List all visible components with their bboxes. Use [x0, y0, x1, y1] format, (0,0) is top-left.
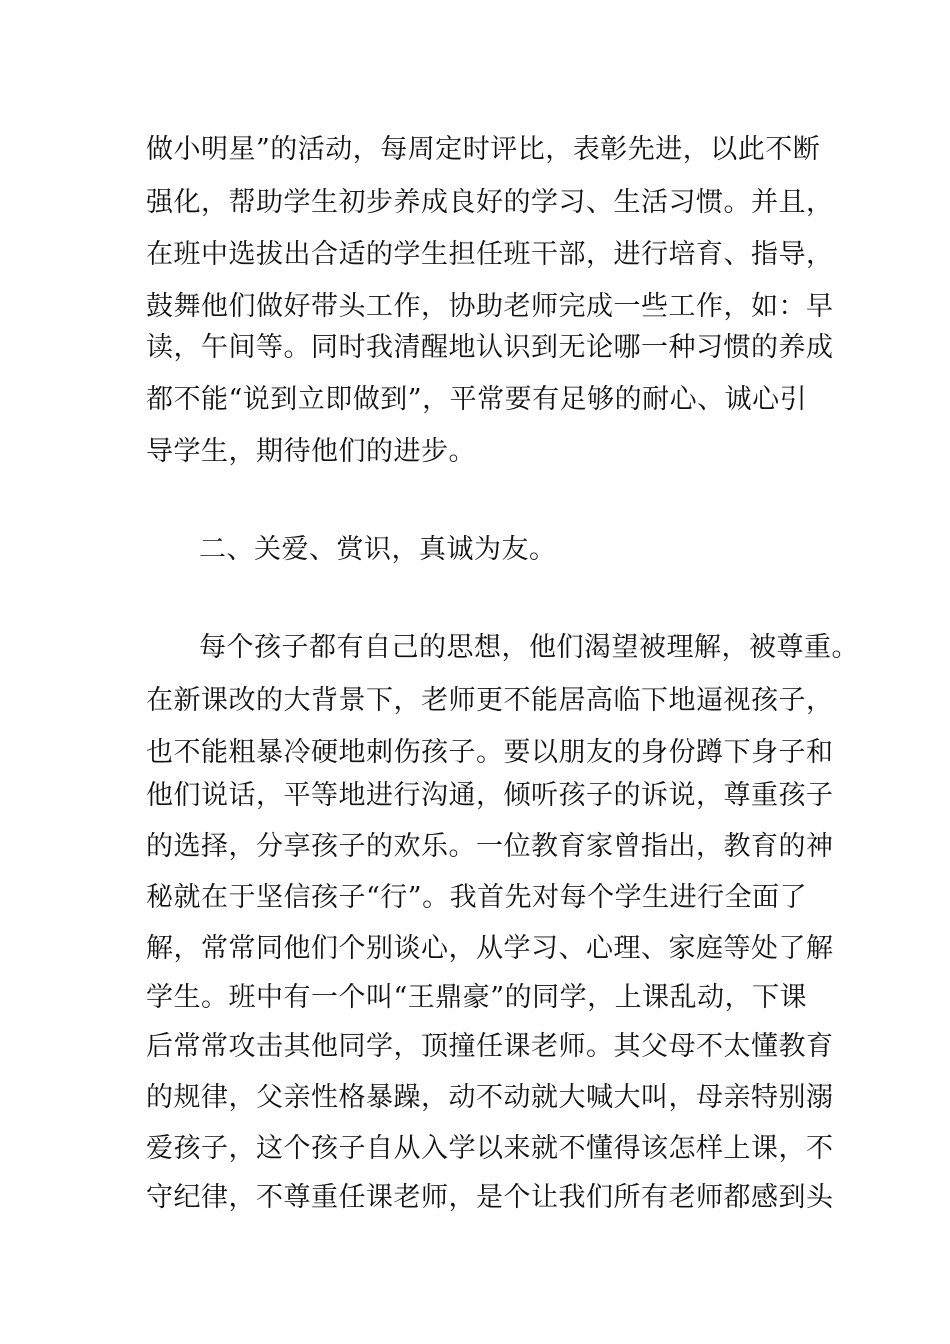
paragraph-2-line-5: 的选择，分享孩子的欢乐。一位教育家曾指出，教育的神: [146, 831, 834, 862]
paragraph-2-line-11: 爱孩子，这个孩子自从入学以来就不懂得该怎样上课，不: [146, 1133, 834, 1164]
paragraph-2-line-8: 学生。班中有一个叫“王鼎豪”的同学，上课乱动，下课: [146, 982, 808, 1013]
paragraph-2-line-2: 在新课改的大背景下，老师更不能居高临下地逼视孩子，: [146, 685, 834, 716]
paragraph-1-line-3: 在班中选拔出合适的学生担任班干部，进行培育、指导，: [146, 239, 834, 270]
paragraph-2-line-3: 也不能粗暴冷硬地刺伤孩子。要以朋友的身份蹲下身子和: [146, 737, 834, 768]
paragraph-2-line-7: 解，常常同他们个别谈心，从学习、心理、家庭等处了解: [146, 933, 834, 964]
section-heading: 二、关爱、赏识，真诚为友。: [199, 534, 557, 565]
paragraph-1-line-7: 导学生，期待他们的进步。: [146, 436, 476, 467]
paragraph-1-line-1: 做小明星”的活动，每周定时评比，表彰先进，以此不断: [146, 134, 821, 165]
paragraph-2-line-1: 每个孩子都有自己的思想，他们渴望被理解，被尊重。: [199, 632, 859, 663]
paragraph-2-line-6: 秘就在于坚信孩子“行”。我首先对每个学生进行全面了: [146, 882, 808, 913]
paragraph-1-line-6: 都不能“说到立即做到”，平常要有足够的耐心、诚心引: [146, 384, 808, 415]
paragraph-1-line-4: 鼓舞他们做好带头工作，协助老师完成一些工作，如：早: [146, 291, 834, 322]
paragraph-2-line-9: 后常常攻击其他同学，顶撞任课老师。其父母不太懂教育: [146, 1031, 834, 1062]
paragraph-1-line-2: 强化，帮助学生初步养成良好的学习、生活习惯。并且，: [146, 187, 834, 218]
paragraph-2-line-4: 他们说话，平等地进行沟通，倾听孩子的诉说，尊重孩子: [146, 780, 834, 811]
paragraph-2-line-12: 守纪律，不尊重任课老师，是个让我们所有老师都感到头: [146, 1182, 834, 1213]
paragraph-2-line-10: 的规律，父亲性格暴躁，动不动就大喊大叫，母亲特别溺: [146, 1082, 834, 1113]
paragraph-1-line-5: 读，午间等。同时我清醒地认识到无论哪一种习惯的养成: [146, 332, 834, 363]
